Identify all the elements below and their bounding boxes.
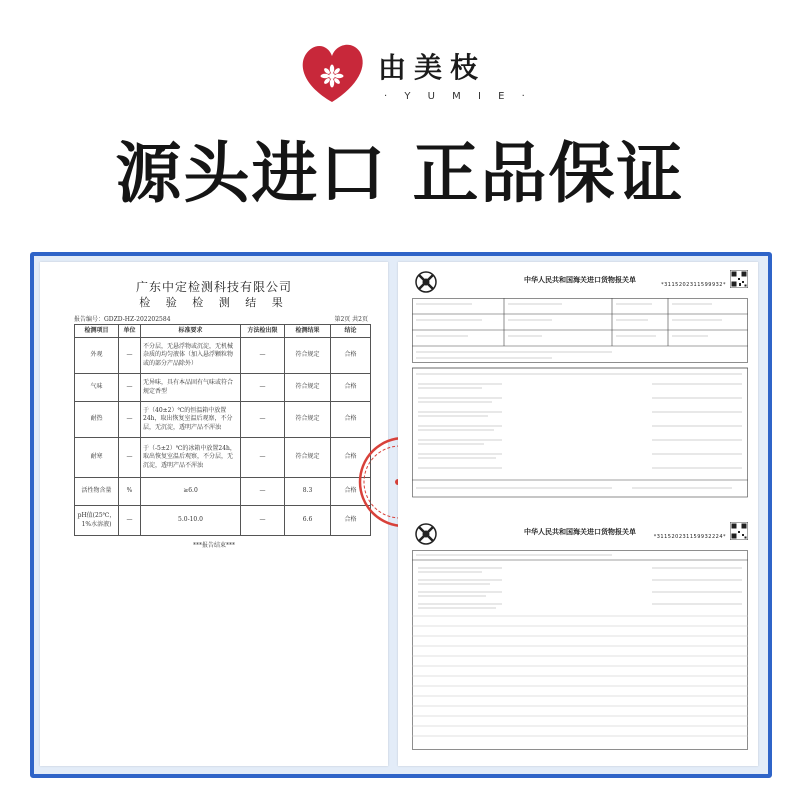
table-cell: — [241,374,285,402]
table-cell: % [119,478,141,506]
table-cell: 于（40±2）℃的恒温箱中放置24h，取出恢复室温后观察，不分层，无沉淀，透明产品不浑浊 [141,402,241,438]
table-cell: 不分层，无悬浮物或沉淀，无机械杂质的均匀液体（加入悬浮颗粒物或的部分产品除外） [141,338,241,374]
table-header-row [75,325,371,338]
table-cell: 于（-5±2）℃的冰箱中放置24h，取出恢复室温后观察，不分层，无沉淀，透明产品不浑浊 [141,438,241,478]
table-cell: — [241,402,285,438]
table-cell: — [241,338,285,374]
customs-form [412,520,748,750]
table-cell: — [241,438,285,478]
table-cell: ≥6.0 [141,478,241,506]
table-cell: 气味 [75,374,119,402]
table-header: 检测结果 [285,325,331,338]
table-cell: 8.3 [285,478,331,506]
table-cell: 耐热 [75,402,119,438]
table-header: 单位 [119,325,141,338]
table-cell: 符合规定 [285,338,331,374]
table-row [75,438,371,478]
headline: 源头进口 正品保证 [115,135,685,212]
report-end: ***报告结束*** [192,542,235,549]
table-cell: — [119,506,141,536]
table-cell: 合格 [331,402,371,438]
table-row [75,338,371,374]
table-cell: 6.6 [285,506,331,536]
customs-form-code: *311520231159932224* [653,534,726,540]
table-header: 结论 [331,325,371,338]
brand-name: 由美枝 [378,51,487,84]
report-title: 检 验 检 测 结 果 [139,296,289,309]
table-cell: — [241,506,285,536]
report-company: 广东中定检测科技有限公司 [135,280,292,294]
table-cell: — [119,338,141,374]
customs-declarations [398,262,758,766]
flower-heart-logo-icon [296,36,368,108]
table-cell: 耐寒 [75,438,119,478]
table-row [75,478,371,506]
customs-form-title: 中华人民共和国海关进口货物报关单 [524,528,636,536]
table-cell: 符合规定 [285,374,331,402]
table-cell: 符合规定 [285,438,331,478]
table-row [75,374,371,402]
customs-form-code: *3115202311599932* [661,282,726,288]
table-cell: 活性物含量 [75,478,119,506]
table-cell: — [241,478,285,506]
brand [296,36,532,112]
table-cell: 合格 [331,374,371,402]
table-cell: — [119,402,141,438]
customs-form-grid [412,550,748,750]
table-cell: — [119,374,141,402]
customs-form [412,268,748,500]
qr-code-icon [730,522,748,540]
table-cell: 合格 [331,338,371,374]
table-cell: 无异味，具有本品固有气味或符合规定香型 [141,374,241,402]
table-header: 标准要求 [141,325,241,338]
table-cell: pH值(25℃，1%水溶液) [75,506,119,536]
table-cell: 5.0-10.0 [141,506,241,536]
results-table [74,324,371,536]
report-page: 第2页 共2页 [334,316,368,323]
customs-form-title: 中华人民共和国海关进口货物报关单 [524,276,636,284]
report-number: 报告编号：GDZD-HZ-202202584 [74,316,171,323]
customs-form-grid [412,298,748,498]
table-cell: 合格 [331,438,371,478]
table-cell: 合格 [331,478,371,506]
table-header: 检测项目 [75,325,119,338]
brand-subtitle: · Y U M I E · [384,91,532,102]
table-cell: — [119,438,141,478]
table-cell: 符合规定 [285,402,331,438]
table-header: 方法检出限 [241,325,285,338]
table-cell: 外观 [75,338,119,374]
inspection-report [40,262,388,766]
table-row [75,402,371,438]
qr-code-icon [730,270,748,288]
table-row [75,506,371,536]
table-cell: 合格 [331,506,371,536]
